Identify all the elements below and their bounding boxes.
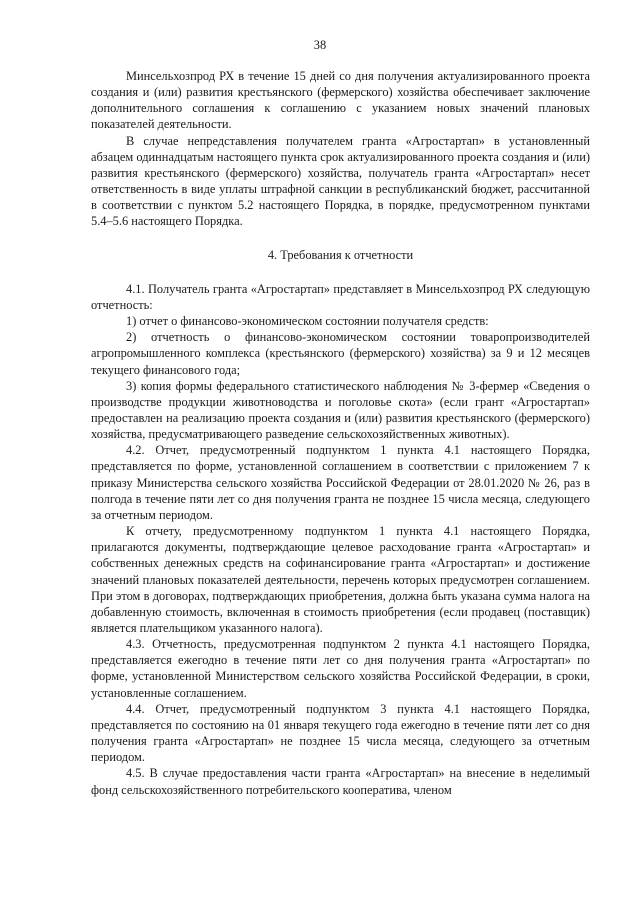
paragraph-penalty: В случае непредставления получателем гранта «Агростартап» в установленный абзацем одиннадцатым настоящего пункта срок актуализированного проекта создания и (или) развития крестьянского (фермерского) хозяйства, получатель гранта «Агростартап» несет ответственность в виде уплаты штрафной санкции в республиканский бюджет, рассчитанной в соответствии с пунктом 5.2 настоящего Порядка, в порядке, предусмотренном пунктами 5.4–5.6 настоящего Порядка.: [91, 133, 590, 229]
page-number: 38: [313, 38, 327, 52]
paragraph-4-2: 4.2. Отчет, предусмотренный подпунктом 1 пункта 4.1 настоящего Порядка, представляется по форме, установленной соглашением в соответствии с приложением 7 к приказу Министерства сельского хозяйства Российской Федерации от 28.01.2020 № 26, раз в полгода в течение пяти лет со дня получения гранта не позднее 15 числа месяца, следующего за отчетным периодом.: [91, 443, 590, 522]
paragraph-4-1: 4.1. Получатель гранта «Агростартап» представляет в Минсельхозпрод РХ следующую отчетность:: [91, 281, 590, 312]
paragraph-4-5: 4.5. В случае предоставления части гранта «Агростартап» на внесение в неделимый фонд сельскохозяйственного потребительского кооператива, членом: [91, 766, 590, 797]
section-heading: 4. Требования к отчетности: [267, 247, 414, 262]
list-item-1: 1) отчет о финансово-экономическом состоянии получателя средств:: [126, 314, 489, 329]
paragraph-4-4: 4.4. Отчет, предусмотренный подпунктом 3 пункта 4.1 настоящего Порядка, представляется по состоянию на 01 января текущего года ежегодно в течение пяти лет со дня получения гранта «Агростартап» не позднее 15 числа месяца, следующего за отчетным периодом.: [91, 701, 590, 765]
paragraph-4-3: 4.3. Отчетность, предусмотренная подпунктом 2 пункта 4.1 настоящего Порядка, представляется ежегодно в течение пяти лет со дня получения гранта «Агростартап» по форме, установленной Министерством сельского хозяйства Российской Федерации, в сроки, установленные соглашением.: [91, 637, 590, 700]
document-body: [91, 68, 590, 798]
paragraph-report-attachments: К отчету, предусмотренному подпунктом 1 пункта 4.1 настоящего Порядка, прилагаются документы, подтверждающие целевое расходование гранта «Агростартап» и собственных денежных средств на софинансирование гранта «Агростартап» и достижение значений плановых показателей деятельности, перечень которых предусмотрен соглашением. При этом в договорах, подтверждающих приобретения, должна быть указана сумма налога на добавленную стоимость, включенная в стоимость приобретения (если продавец (поставщик) является плательщиком указанного налога).: [91, 524, 590, 635]
list-item-3: 3) копия формы федерального статистического наблюдения № 3-фермер «Сведения о производстве продукции животноводства и поголовье скота» (если грант «Агростартап» предоставлен на реализацию проекта создания и (или) развития крестьянского (фермерского) хозяйства, предусматривающего разведение сельскохозяйственных животных).: [91, 378, 590, 442]
paragraph-actualized-project: Минсельхозпрод РХ в течение 15 дней со дня получения актуализированного проекта создания и (или) развития крестьянского (фермерского) хозяйства обеспечивает заключение дополнительного соглашения к соглашению с указанием новых значений плановых показателей деятельности.: [91, 69, 590, 132]
list-item-2: 2) отчетность о финансово-экономическом состоянии товаропроизводителей агропромышленного комплекса (крестьянского (фермерского) хозяйства) за 9 и 12 месяцев текущего финансового года;: [91, 330, 590, 377]
